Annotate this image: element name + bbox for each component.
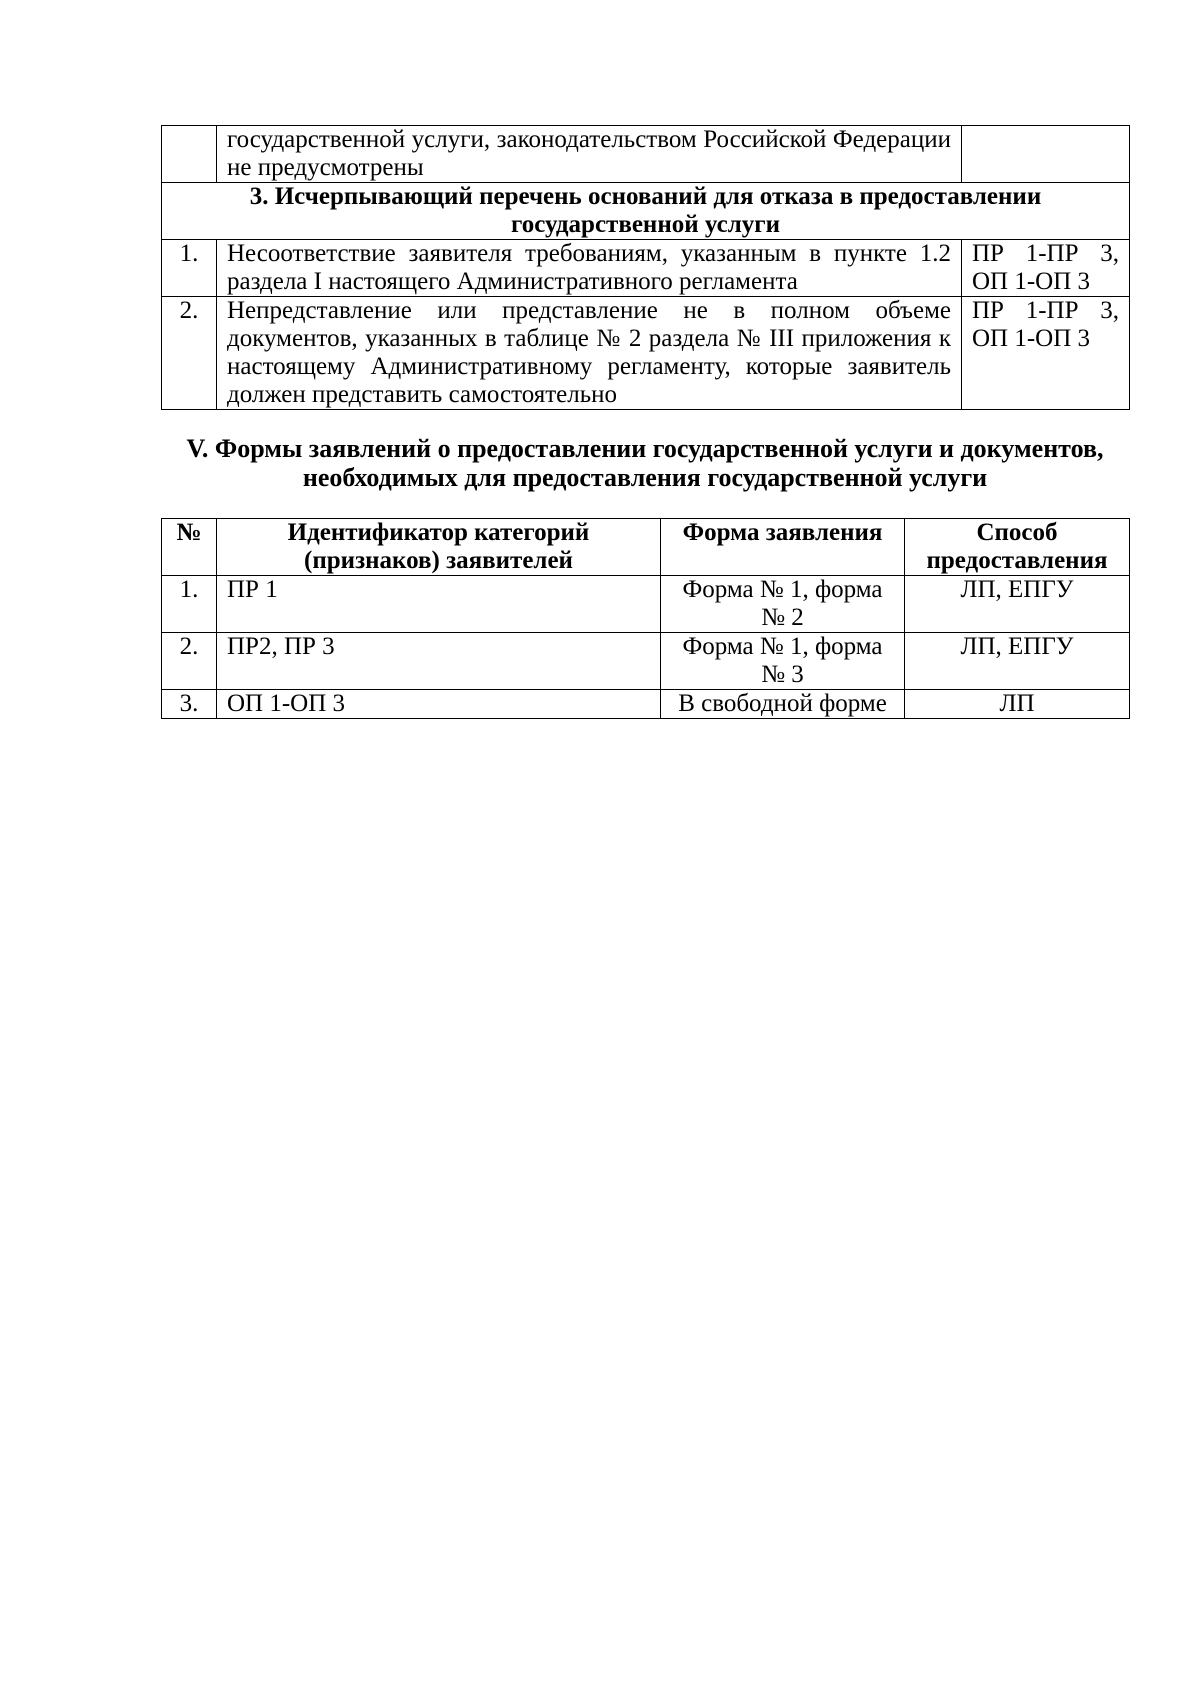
row-number-cell: 2.: [162, 633, 217, 690]
section-heading: 3. Исчерпывающий перечень оснований для отказа в предоставлении государственной услуги: [162, 183, 1130, 240]
applicability-cell: [962, 126, 1130, 183]
header-identifier: Идентификатор категорий (признаков) заявителей: [217, 519, 661, 576]
row-number-cell: [162, 126, 217, 183]
header-method: Способ предоставления: [905, 519, 1130, 576]
application-forms-table: [161, 518, 1130, 719]
ground-text-cell: Непредставление или представление не в полном объеме документов, указанных в таблице № 2 раздела № III приложения к настоящему Административному регламенту, которые заявитель должен представить самостоятельно: [217, 297, 962, 410]
header-form: Форма заявления: [661, 519, 905, 576]
applicability-cell: ПР 1-ПР 3, ОП 1-ОП 3: [962, 240, 1130, 297]
header-number: №: [162, 519, 217, 576]
method-cell: ЛП: [905, 690, 1130, 719]
forms-section-title: V. Формы заявлений о предоставлении государственной услуги и документов, необходимых для предоставления государственной услуги: [186, 434, 1104, 492]
table-header-row: [162, 519, 1130, 576]
identifier-cell: ОП 1-ОП 3: [217, 690, 661, 719]
refusal-grounds-table: [161, 125, 1130, 410]
table-row: [162, 690, 1130, 719]
table-row: [162, 126, 1130, 183]
identifier-cell: ПР 1: [217, 576, 661, 633]
row-number-cell: 2.: [162, 297, 217, 410]
ground-text-cell: Несоответствие заявителя требованиям, указанным в пункте 1.2 раздела I настоящего Административного регламента: [217, 240, 962, 297]
continued-text-cell: государственной услуги, законодательством Российской Федерации не предусмотрены: [217, 126, 962, 183]
identifier-cell: ПР2, ПР 3: [217, 633, 661, 690]
row-number-cell: 1.: [162, 240, 217, 297]
method-cell: ЛП, ЕПГУ: [905, 576, 1130, 633]
form-cell: Форма № 1, форма № 3: [661, 633, 905, 690]
section-heading-row: [162, 183, 1130, 240]
table-row: [162, 240, 1130, 297]
row-number-cell: 3.: [162, 690, 217, 719]
form-cell: Форма № 1, форма № 2: [661, 576, 905, 633]
table-row: [162, 297, 1130, 410]
form-cell: В свободной форме: [661, 690, 905, 719]
method-cell: ЛП, ЕПГУ: [905, 633, 1130, 690]
table-row: [162, 633, 1130, 690]
applicability-cell: ПР 1-ПР 3, ОП 1-ОП 3: [962, 297, 1130, 410]
row-number-cell: 1.: [162, 576, 217, 633]
table-row: [162, 576, 1130, 633]
